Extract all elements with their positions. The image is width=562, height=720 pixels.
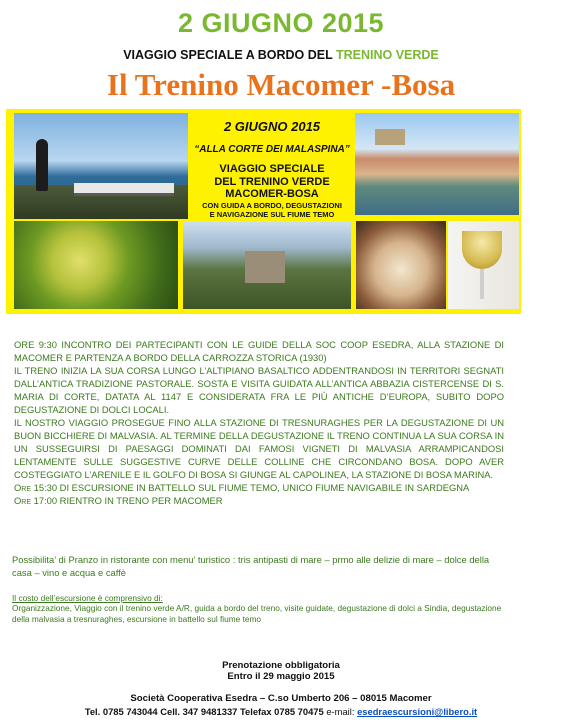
photo-grapes [14, 221, 178, 309]
banner-line4: CON GUIDA A BORDO, DEGUSTAZIONI [202, 200, 342, 210]
banner-line5: E NAVIGAZIONE SUL FIUME TEMO [209, 209, 335, 219]
programme-p4: Ore 15:30 DI ESCURSIONE IN BATTELLO SUL FIUME TEMO, UNICO FIUME NAVIGABILE IN SARDEGNA [14, 482, 470, 493]
costo-heading: Il costo dell’escursione è comprensivo di: [12, 593, 163, 603]
photo-bosa-town [355, 113, 519, 215]
email-label: e-mail: [326, 706, 358, 717]
company-address: Società Cooperativa Esedra – C.so Umberto 206 – 08015 Macomer [130, 693, 432, 704]
programme-p1: ORE 9:30 INCONTRO DEI PARTECIPANTI CON LE GUIDE DELLA SOC COOP ESEDRA, ALLA STAZIONE DI MACOMER E PARTENZA A BORDO DELLA CARROZZA STORICA (1930) [14, 339, 504, 363]
entro-date: Entro il 29 maggio 2015 [227, 671, 335, 682]
photo-wine-glass [448, 221, 519, 309]
main-title: Il Trenino Macomer -Bosa [106, 67, 456, 102]
banner-quote: “ALLA CORTE DEI MALASPINA” [194, 144, 350, 155]
photo-pastries [356, 221, 446, 309]
banner-line1: VIAGGIO SPECIALE [219, 163, 325, 175]
programme-p3: IL NOSTRO VIAGGIO PROSEGUE FINO ALLA STAZIONE DI TRESNURAGHES PER LA DEGUSTAZIONE DI UN BUON BICCHIERE DI MALVASIA. AL TERMINE DELLA DEGUSTAZIONE IL TRENO CONTINUA LA SUA CORSA IN UN SUSSEGUIRSI DI PAESAGGI DOMINATI DAI FAMOSI VIGNETI DI MALVASIA ARRAMPICANDOSI LENTAMENTE SULLE SUGGESTIVE CURVE DELLE COLLINE CHE CIRCONDANO BOSA. DOPO AVER COSTEGGIATO L’ARENILE E IL GOLFO DI BOSA SI GIUNGE AL CAPOLINEA, LA STAZIONE DI BOSA MARINA. [14, 417, 504, 480]
programme-p5: Ore 17:00 RIENTRO IN TRENO PER MACOMER [14, 495, 223, 506]
costo-text: Organizzazione, Viaggio con il trenino verde A/R, guida a bordo del treno, visite guidate, degustazione di dolci a Sindia, degustazione della malvasia a tresnuraghes, escursione in battello sul fiume temo [12, 603, 502, 624]
banner-line3: MACOMER-BOSA [225, 188, 319, 200]
banner-text [194, 115, 350, 219]
subtitle-prefix: VIAGGIO SPECIALE A BORDO DEL [123, 48, 336, 62]
banner-line2: DEL TRENINO VERDE [214, 175, 330, 188]
subtitle [0, 48, 562, 62]
photo-sea-train [14, 113, 188, 219]
subtitle-trenino-verde: TRENINO VERDE [335, 48, 439, 62]
prenotazione: Prenotazione obbligatoria [222, 660, 340, 671]
contacts: Tel. 0785 743044 Cell. 347 9481337 Telefax 0785 70475 [84, 706, 327, 717]
banner-date: 2 GIUGNO 2015 [223, 119, 321, 134]
contacts-line [0, 706, 562, 717]
pranzo-text: Possibilita’ di Pranzo in ristorante con menu’ turistico : tris antipasti di mare – prmo alle delizie di mare – dolce della casa – vino e acqua e caffè [12, 554, 490, 578]
banner-viaggio [194, 163, 350, 201]
programme-p2: IL TRENO INIZIA LA SUA CORSA LUNGO L’ALTIPIANO BASALTICO ADDENTRANDOSI IN TERRITORI SEGNATI DALL’ANTICA TRADIZIONE PASTORALE. SOSTA E VISITA GUIDATA ALL’ANTICA ABBAZIA CISTERCENSE DI S. MARIA DI CORTE, DATATA AL 1147 E CONSIDERATA FRA LE PIÙ ANTICHE D’EUROPA, SUBITO DOPO DEGUSTAZIONE DI DOLCI LOCALI. [14, 365, 504, 415]
photo-abbey [183, 221, 351, 309]
email-link[interactable]: esedraescursioni@libero.it [357, 706, 478, 717]
programme [14, 338, 504, 507]
banner [6, 109, 521, 314]
date-title: 2 GIUGNO 2015 [177, 8, 385, 38]
